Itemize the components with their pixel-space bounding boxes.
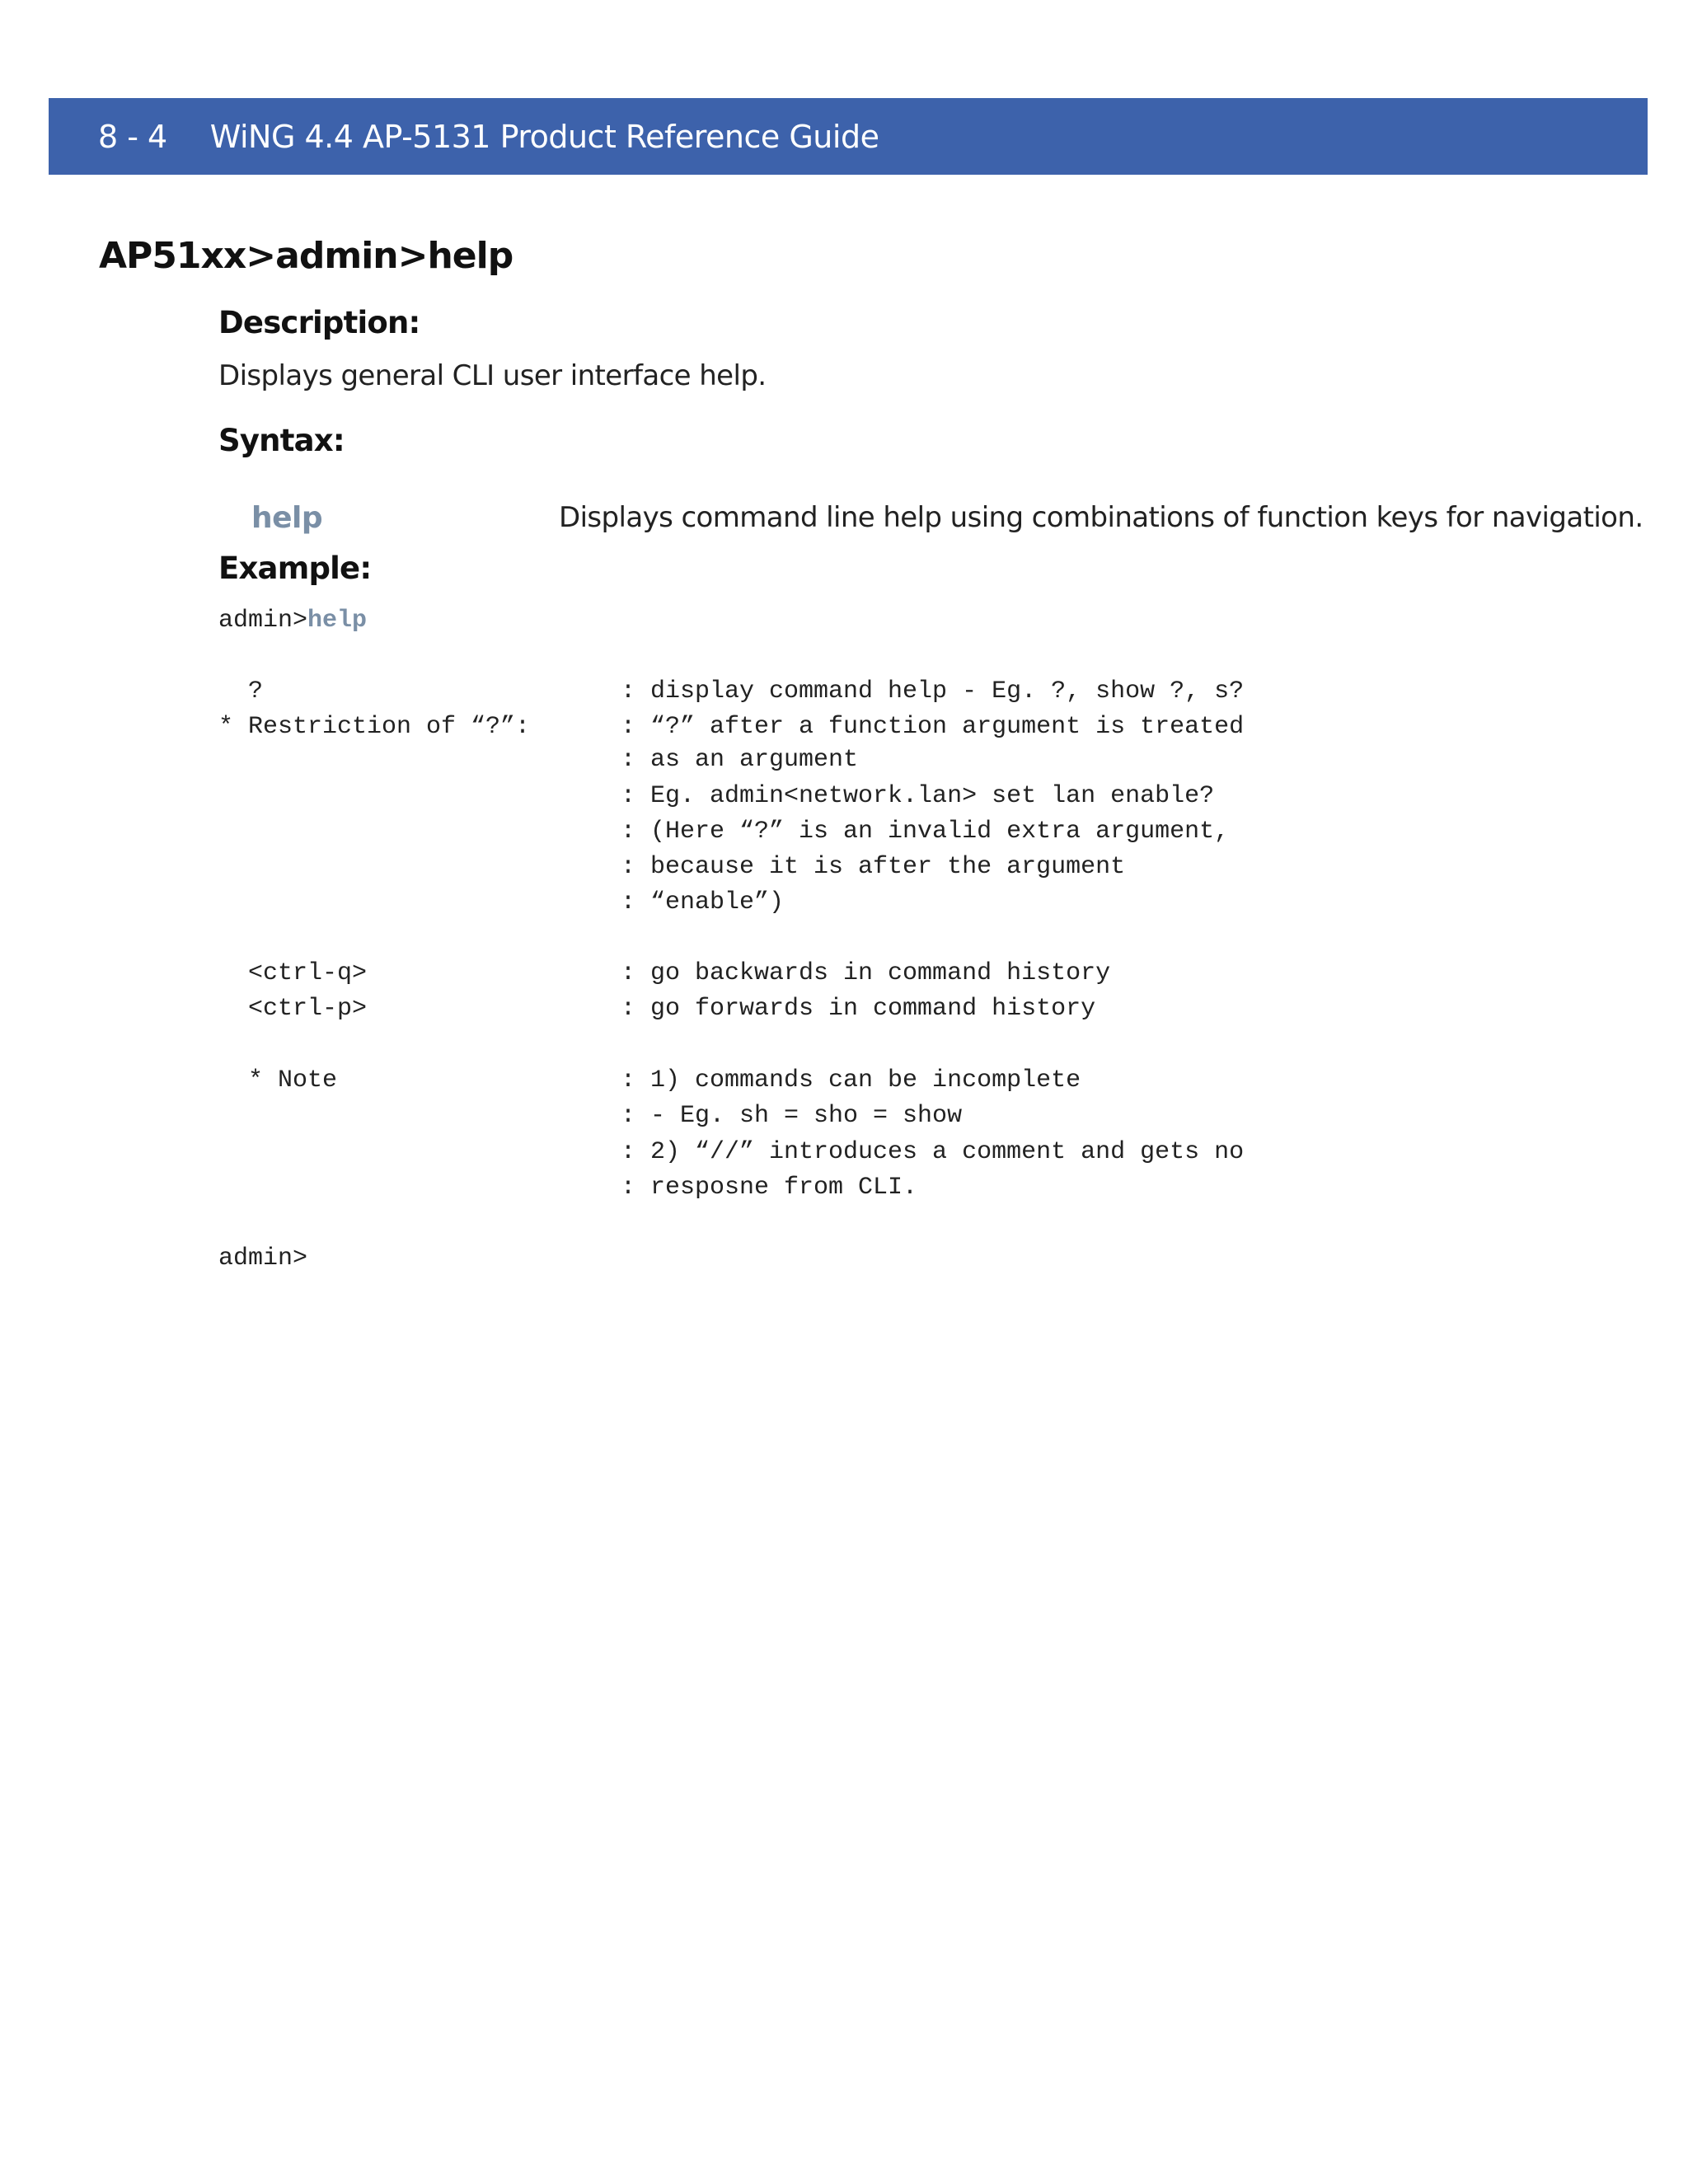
help-key: <ctrl-p> — [218, 995, 368, 1023]
help-desc: : go backwards in command history — [621, 959, 1111, 987]
example-typed-command: help — [307, 607, 368, 635]
help-key: * Note — [218, 1066, 338, 1094]
document-title: WiNG 4.4 AP-5131 Product Reference Guide — [209, 118, 879, 155]
help-desc: : - Eg. sh = sho = show — [621, 1102, 963, 1130]
help-key: * Restriction of “?”: — [218, 713, 531, 741]
help-desc: : because it is after the argument — [621, 853, 1126, 881]
help-output-line — [218, 1174, 918, 1249]
help-desc: : 2) “//” introduces a comment and gets no — [621, 1138, 1245, 1166]
syntax-command-description: Displays command line help using combinations of function keys for navigation. — [559, 501, 1643, 534]
help-output-line — [218, 995, 1096, 1071]
example-prompt: admin> — [218, 607, 308, 635]
help-desc: : go forwards in command history — [621, 995, 1096, 1023]
section-title: AP51xx>admin>help — [99, 235, 513, 277]
help-output-line — [218, 888, 785, 964]
example-prompt-line — [218, 607, 367, 635]
syntax-command: help — [251, 501, 323, 535]
help-desc: : “?” after a function argument is treated — [621, 713, 1245, 741]
syntax-heading: Syntax: — [218, 423, 345, 458]
help-desc: : display command help - Eg. ?, show ?, s? — [621, 677, 1245, 705]
example-heading: Example: — [218, 551, 372, 586]
help-desc: : as an argument — [621, 746, 859, 774]
help-key: ? — [218, 677, 264, 705]
help-desc: : resposne from CLI. — [621, 1174, 918, 1202]
final-prompt: admin> — [218, 1244, 308, 1272]
page-header-bar — [49, 98, 1648, 175]
help-desc: : 1) commands can be incomplete — [621, 1066, 1081, 1094]
help-desc: : “enable”) — [621, 888, 785, 916]
help-desc: : (Here “?” is an invalid extra argument, — [621, 818, 1230, 846]
help-key: <ctrl-q> — [218, 959, 368, 987]
description-heading: Description: — [218, 305, 420, 340]
page-number: 8 - 4 — [98, 118, 167, 155]
help-desc: : Eg. admin<network.lan> set lan enable? — [621, 782, 1215, 810]
description-text: Displays general CLI user interface help. — [218, 359, 767, 392]
